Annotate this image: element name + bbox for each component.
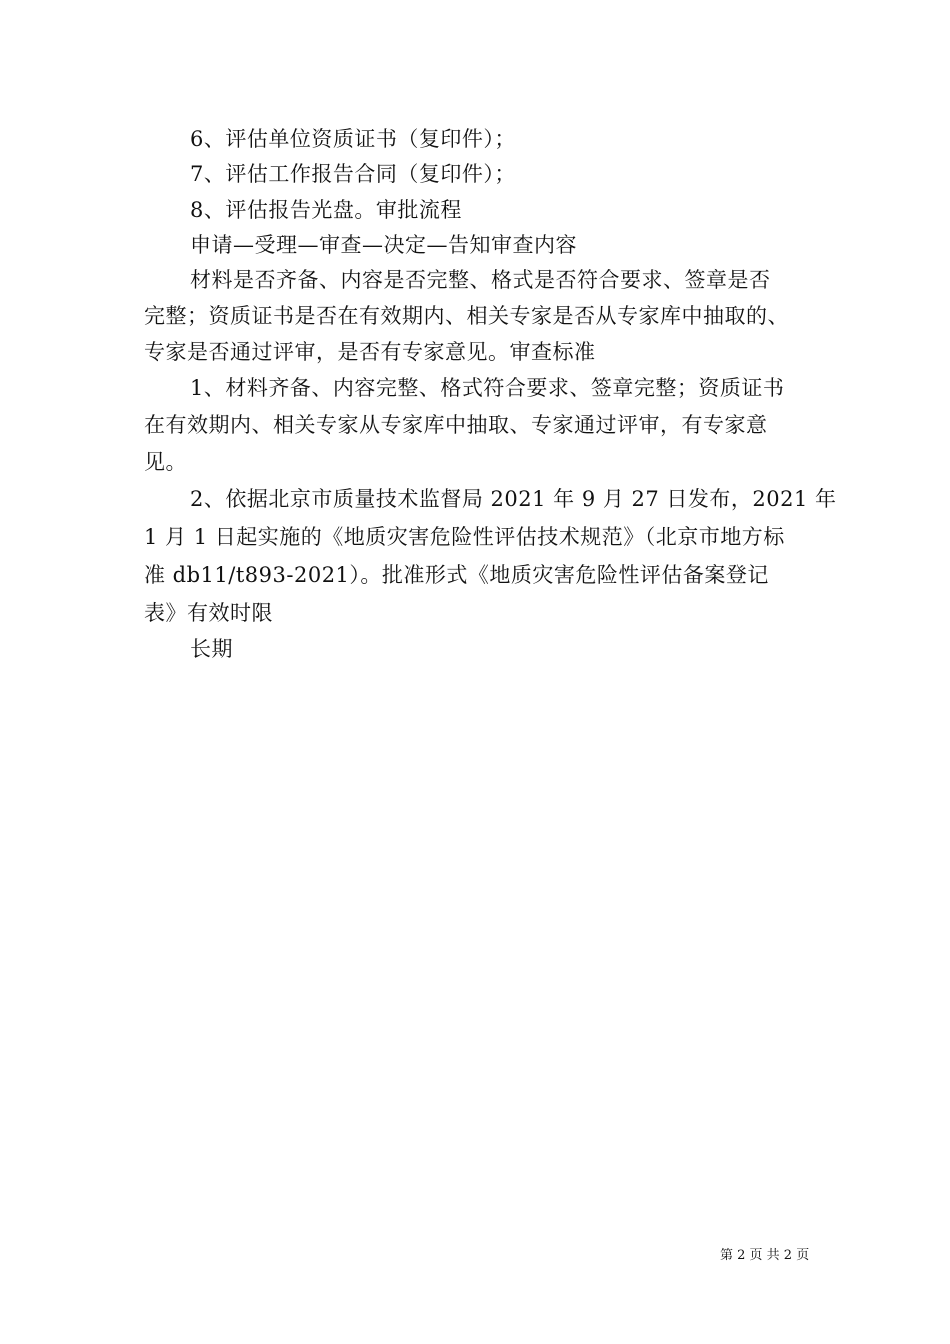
text-line: 6、评估单位资质证书（复印件）； [190,127,516,151]
text-line: 材料是否齐备、内容是否完整、格式是否符合要求、签章是否 [190,268,771,292]
text-line: 在有效期内、相关专家从专家库中抽取、专家通过评审，有专家意 [144,413,768,437]
text-line: 申请—受理—审查—决定—告知审查内容 [190,233,577,257]
text-line: 准 db11/t893-2021）。批准形式《地质灾害危险性评估备案登记 [144,563,769,587]
text-line: 表》有效时限 [144,601,273,625]
text-line: 见。 [144,450,187,474]
text-line: 1 月 1 日起实施的《地质灾害危险性评估技术规范》（北京市地方标 [144,525,785,549]
text-line: 8、评估报告光盘。审批流程 [190,198,462,222]
text-line: 长期 [190,637,233,661]
text-line: 1、材料齐备、内容完整、格式符合要求、签章完整；资质证书 [190,376,785,400]
text-line: 7、评估工作报告合同（复印件）； [190,162,516,186]
text-line: 2、依据北京市质量技术监督局 2021 年 9 月 27 日发布，2021 年 [190,487,837,511]
text-line: 完整；资质证书是否在有效期内、相关专家是否从专家库中抽取的、 [144,304,789,328]
text-line: 专家是否通过评审，是否有专家意见。审查标准 [144,340,596,364]
page-number-footer: 第 2 页 共 2 页 [720,1248,810,1263]
